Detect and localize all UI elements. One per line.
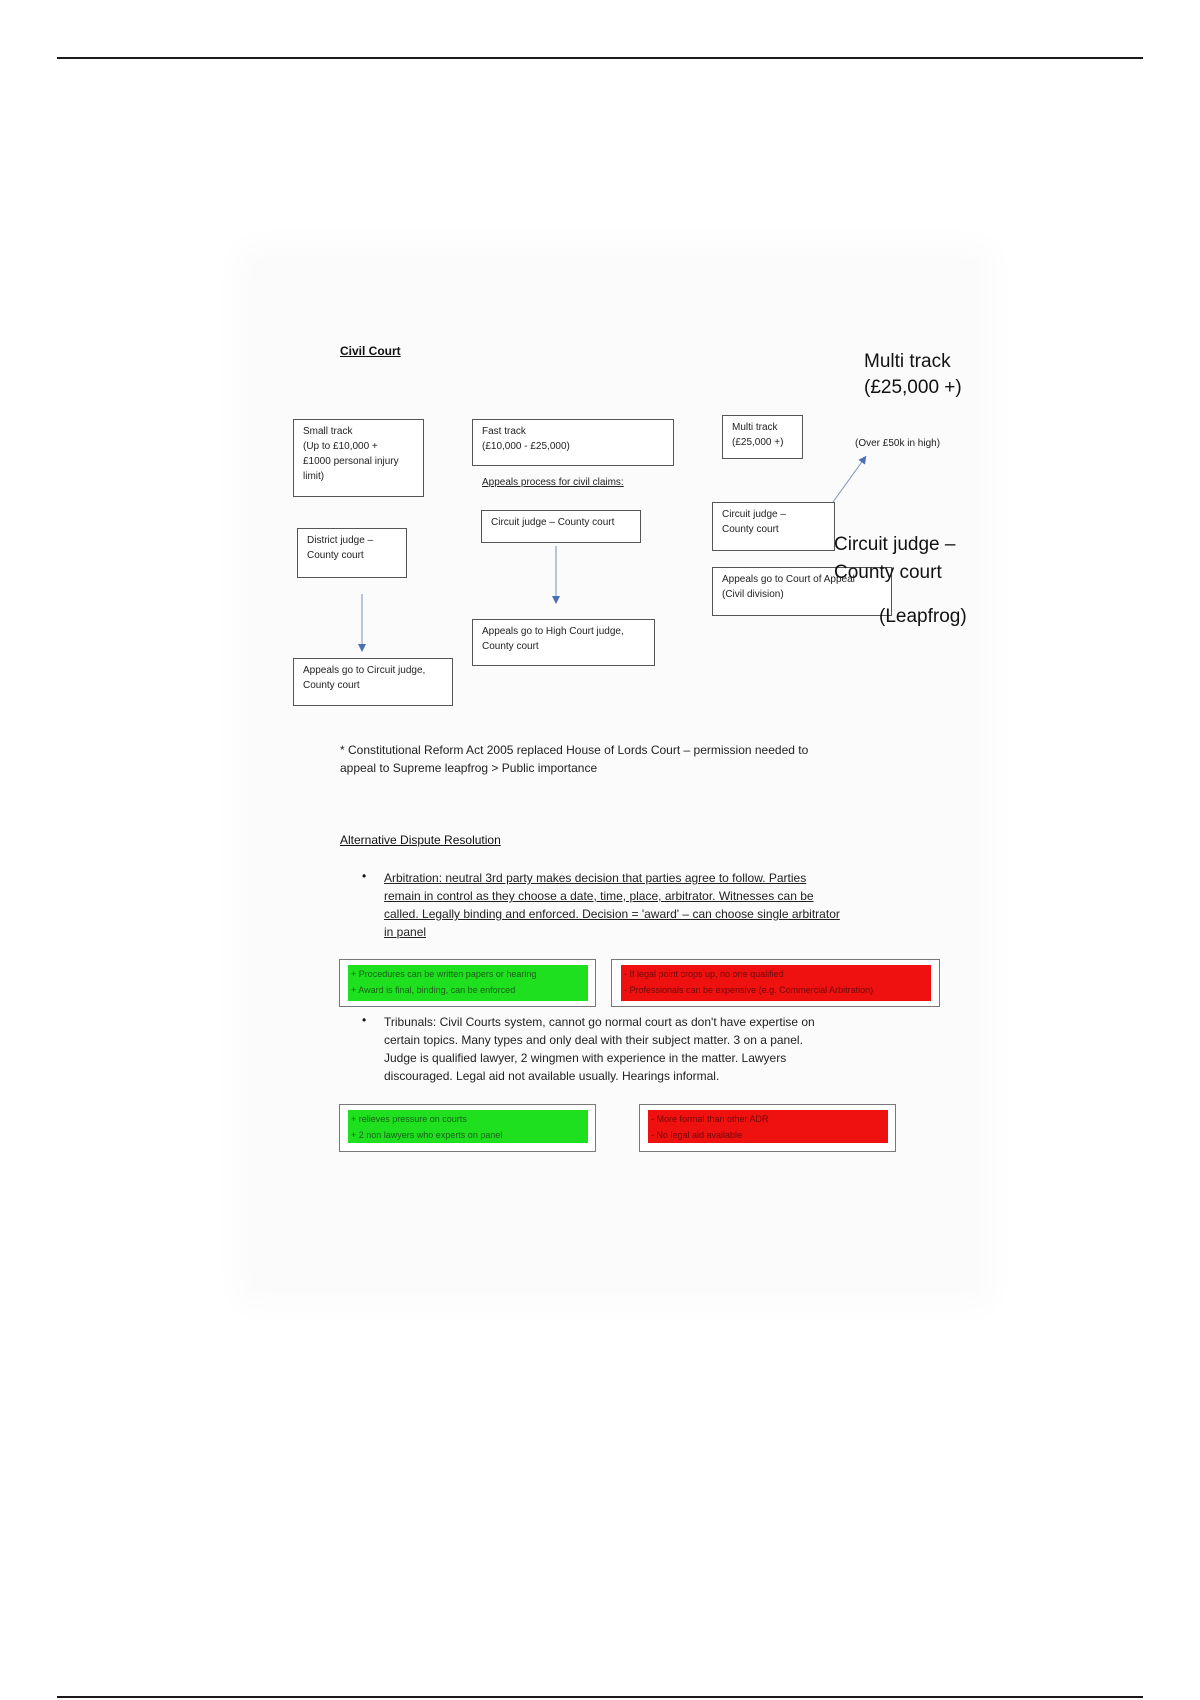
tribunals-pros-highlight: + relieves pressure on courts + 2 non lawyers who experts on panel xyxy=(348,1110,588,1143)
tribunals-cons-highlight: - More formal than other ADR - No legal aid available xyxy=(648,1110,888,1143)
district-judge-box: District judge – County court xyxy=(297,528,407,578)
bullet-arbitration: • xyxy=(362,869,367,883)
constitutional-reform-note: * Constitutional Reform Act 2005 replaced House of Lords Court – permission needed to appeal to Supreme leapfrog > Public importance xyxy=(340,743,809,775)
civil-court-title: Civil Court xyxy=(340,344,401,358)
tribunals-pros-box xyxy=(339,1104,596,1152)
arbitration-pros-highlight: + Procedures can be written papers or hearing + Award is final, binding, can be enforced xyxy=(348,965,588,1001)
arbitration-paragraph: Arbitration: neutral 3rd party makes decision that parties agree to follow. Parties remain in control as they choose a date, time, place, arbitrator. Witnesses can be called. Legally binding and enforced. Decision = 'award' – can choose single arbitrator in panel xyxy=(384,871,840,939)
circuit-judge-fast-box: Circuit judge – County court xyxy=(481,510,641,543)
tribunals-cons-box xyxy=(639,1104,896,1152)
fast-track-box: Fast track (£10,000 - £25,000) xyxy=(472,419,674,466)
leapfrog-label: (Leapfrog) xyxy=(879,606,967,627)
arrow-circuit-to-multi xyxy=(833,459,864,502)
appeals-process-label: Appeals process for civil claims: xyxy=(482,477,624,488)
multi-track-box: Multi track (£25,000 +) xyxy=(722,415,803,459)
appeal-high-court-box: Appeals go to High Court judge, County court xyxy=(472,619,655,666)
bottom-rule xyxy=(57,1696,1143,1698)
adr-heading: Alternative Dispute Resolution xyxy=(340,833,501,847)
arbitration-cons-box xyxy=(611,959,940,1007)
tribunals-paragraph: Tribunals: Civil Courts system, cannot go normal court as don't have expertise on certain topics. Many types and only deal with their subject matter. 3 on a panel. Judge is qualified lawyer, 2 wingmen with experience in the matter. Lawyers discouraged. Legal aid not available usually. Hearings informal. xyxy=(384,1015,815,1083)
arbitration-cons-highlight: - If legal point crops up, no one qualified - Professionals can be expensive (e.g. Commercial Arbitration) xyxy=(621,965,931,1001)
circuit-judge-multi-box: Circuit judge – County court xyxy=(712,502,835,551)
small-track-box: Small track (Up to £10,000 + £1000 personal injury limit) xyxy=(293,419,424,497)
appeal-court-of-appeal-box: Appeals go to Court of Appeal (Civil division) xyxy=(712,567,892,616)
arbitration-pros-box xyxy=(339,959,596,1007)
multi-track-heading: Multi track (£25,000 +) xyxy=(864,351,962,398)
appeal-circuit-judge-box: Appeals go to Circuit judge, County court xyxy=(293,658,453,706)
circuit-judge-heading: Circuit judge – County court xyxy=(834,534,956,583)
bullet-tribunals: • xyxy=(362,1013,367,1027)
over-50k-note: (Over £50k in high) xyxy=(855,438,941,449)
